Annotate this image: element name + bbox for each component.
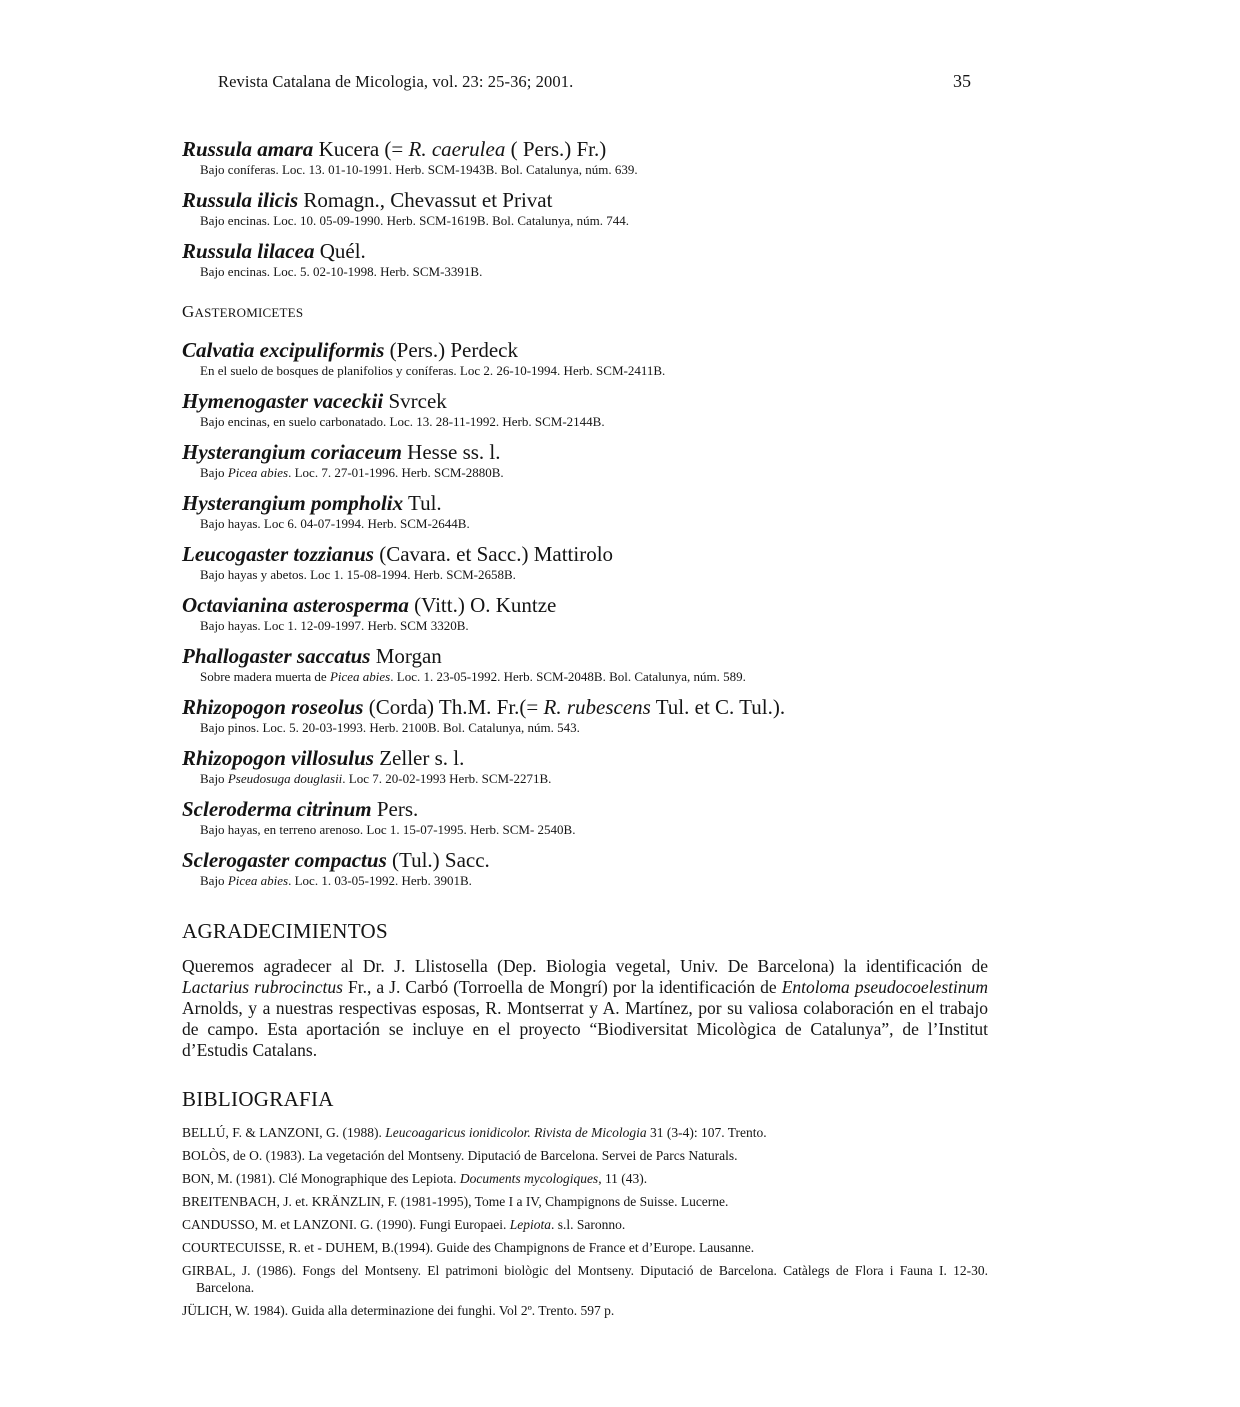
species-synonym: R. rubescens xyxy=(543,695,651,719)
species-author: Tul. xyxy=(403,491,442,515)
species-name: Hymenogaster vaceckii xyxy=(182,389,384,413)
species-name: Phallogaster saccatus xyxy=(182,644,371,668)
species-record: Bajo hayas. Loc 1. 12-09-1997. Herb. SCM 3320B. xyxy=(200,618,469,633)
reference-item: COURTECUISSE, R. et - DUHEM, B.(1994). Guide des Champignons de France et d’Europe. Lausanne. xyxy=(182,1240,755,1255)
species-name: Russula lilacea xyxy=(182,239,315,263)
species-author: Quél. xyxy=(314,239,366,263)
species-entry xyxy=(182,188,988,229)
species-name: Scleroderma citrinum xyxy=(182,797,372,821)
species-author: Svrcek xyxy=(383,389,447,413)
reference-item: BELLÚ, F. & LANZONI, G. (1988). Leucoagaricus ionidicolor. Rivista de Micologia 31 (3-4): 107. Trento. xyxy=(182,1125,767,1140)
species-record: Bajo hayas. Loc 6. 04-07-1994. Herb. SCM-2644B. xyxy=(200,516,470,531)
species-entry xyxy=(182,644,988,685)
species-name: Hysterangium coriaceum xyxy=(182,440,402,464)
species-record: Bajo Picea abies. Loc. 1. 03-05-1992. Herb. 3901B. xyxy=(200,873,472,888)
species-name: Octavianina asterosperma xyxy=(182,593,409,617)
species-author: (Vitt.) O. Kuntze xyxy=(408,593,557,617)
species-name: Calvatia excipuliformis xyxy=(182,338,385,362)
species-list-russula xyxy=(182,137,988,280)
species-entry xyxy=(182,389,988,430)
section-label-gasteromicetes: GASTEROMICETES xyxy=(182,302,304,321)
species-entry xyxy=(182,440,988,481)
species-author: (Pers.) Perdeck xyxy=(384,338,518,362)
species-name: Rhizopogon villosulus xyxy=(182,746,374,770)
species-author: Pers. xyxy=(371,797,419,821)
species-record: Bajo encinas, en suelo carbonatado. Loc. 13. 28-11-1992. Herb. SCM-2144B. xyxy=(200,414,605,429)
species-entry xyxy=(182,848,988,889)
species-name: Hysterangium pompholix xyxy=(182,491,404,515)
ack-heading: AGRADECIMIENTOS xyxy=(182,919,388,943)
species-record: En el suelo de bosques de planifolios y coníferas. Loc 2. 26-10-1994. Herb. SCM-2411B. xyxy=(200,363,666,378)
reference-item: BREITENBACH, J. et. KRÄNZLIN, F. (1981-1995), Tome I a IV, Champignons de Suisse. Lucerne. xyxy=(182,1194,729,1209)
species-record: Bajo hayas, en terreno arenoso. Loc 1. 15-07-1995. Herb. SCM- 2540B. xyxy=(200,822,576,837)
species-entry xyxy=(182,137,988,178)
species-author: (Tul.) Sacc. xyxy=(386,848,490,872)
species-record: Bajo hayas y abetos. Loc 1. 15-08-1994. Herb. SCM-2658B. xyxy=(200,567,516,582)
species-author-2: ( Pers.) Fr.) xyxy=(505,137,607,161)
species-entry xyxy=(182,338,988,379)
species-author: (Corda) Th.M. Fr.(= xyxy=(363,695,544,719)
species-record: Bajo Pseudosuga douglasii. Loc 7. 20-02-1993 Herb. SCM-2271B. xyxy=(200,771,552,786)
biblio-heading: BIBLIOGRAFIA xyxy=(182,1087,334,1111)
species-record: Bajo encinas. Loc. 5. 02-10-1998. Herb. SCM-3391B. xyxy=(200,264,483,279)
species-record: Sobre madera muerta de Picea abies. Loc. 1. 23-05-1992. Herb. SCM-2048B. Bol. Catalunya, núm. 589. xyxy=(200,669,746,684)
species-name: Russula amara xyxy=(182,137,314,161)
reference-item: BON, M. (1981). Clé Monographique des Lepiota. Documents mycologiques, 11 (43). xyxy=(182,1171,648,1186)
species-entry xyxy=(182,797,988,838)
species-name: Sclerogaster compactus xyxy=(182,848,387,872)
species-author: Zeller s. l. xyxy=(373,746,465,770)
reference-list xyxy=(182,1124,988,1319)
species-author: Hesse ss. l. xyxy=(401,440,501,464)
species-synonym: R. caerulea xyxy=(408,137,506,161)
species-author: Romagn., Chevassut et Privat xyxy=(298,188,553,212)
reference-item: GIRBAL, J. (1986). Fongs del Montseny. El patrimoni biològic del Montseny. Diputació de Barcelona. Catàlegs de Flora i Fauna I. 12-30. Barcelona. xyxy=(182,1263,988,1295)
species-entry xyxy=(182,239,988,280)
species-author-2: Tul. et C. Tul.). xyxy=(650,695,786,719)
species-entry xyxy=(182,695,988,736)
species-author: (Cavara. et Sacc.) Mattirolo xyxy=(373,542,614,566)
species-record: Bajo Picea abies. Loc. 7. 27-01-1996. Herb. SCM-2880B. xyxy=(200,465,504,480)
species-name: Rhizopogon roseolus xyxy=(182,695,364,719)
species-entry xyxy=(182,491,988,532)
species-entry xyxy=(182,746,988,787)
species-author: Morgan xyxy=(370,644,442,668)
page-number: 35 xyxy=(953,71,971,91)
reference-item: CANDUSSO, M. et LANZONI. G. (1990). Fungi Europaei. Lepiota. s.l. Saronno. xyxy=(182,1217,626,1232)
running-head: Revista Catalana de Micologia, vol. 23: 25-36; 2001. xyxy=(218,72,574,91)
reference-item: JÜLICH, W. 1984). Guida alla determinazione dei funghi. Vol 2º. Trento. 597 p. xyxy=(182,1303,615,1318)
species-record: Bajo pinos. Loc. 5. 20-03-1993. Herb. 2100B. Bol. Catalunya, núm. 543. xyxy=(200,720,580,735)
species-entry xyxy=(182,542,988,583)
page-content xyxy=(182,137,988,1325)
species-record: Bajo encinas. Loc. 10. 05-09-1990. Herb. SCM-1619B. Bol. Catalunya, núm. 744. xyxy=(200,213,629,228)
species-list-gasteromicetes xyxy=(182,338,988,889)
species-entry xyxy=(182,593,988,634)
species-author: Kucera (= xyxy=(313,137,409,161)
species-name: Russula ilicis xyxy=(182,188,299,212)
species-record: Bajo coníferas. Loc. 13. 01-10-1991. Herb. SCM-1943B. Bol. Catalunya, núm. 639. xyxy=(200,162,638,177)
reference-item: BOLÒS, de O. (1983). La vegetación del Montseny. Diputació de Barcelona. Servei de Parcs Naturals. xyxy=(182,1148,738,1163)
species-name: Leucogaster tozzianus xyxy=(182,542,374,566)
ack-paragraph: Queremos agradecer al Dr. J. Llistosella (Dep. Biologia vegetal, Univ. De Barcelona) la identificación de Lactarius rubrocinctus Fr., a J. Carbó (Torroella de Mongrí) por la identificación de Entoloma pseudocoelestinum Arnolds, y a nuestras respectivas esposas, R. Montserrat y A. Martínez, por su valiosa colaboración en el trabajo de campo. Esta aportación se incluye en el proyecto “Biodiversitat Micològica de Catalunya”, de l’Institut d’Estudis Catalans. xyxy=(182,956,988,1060)
